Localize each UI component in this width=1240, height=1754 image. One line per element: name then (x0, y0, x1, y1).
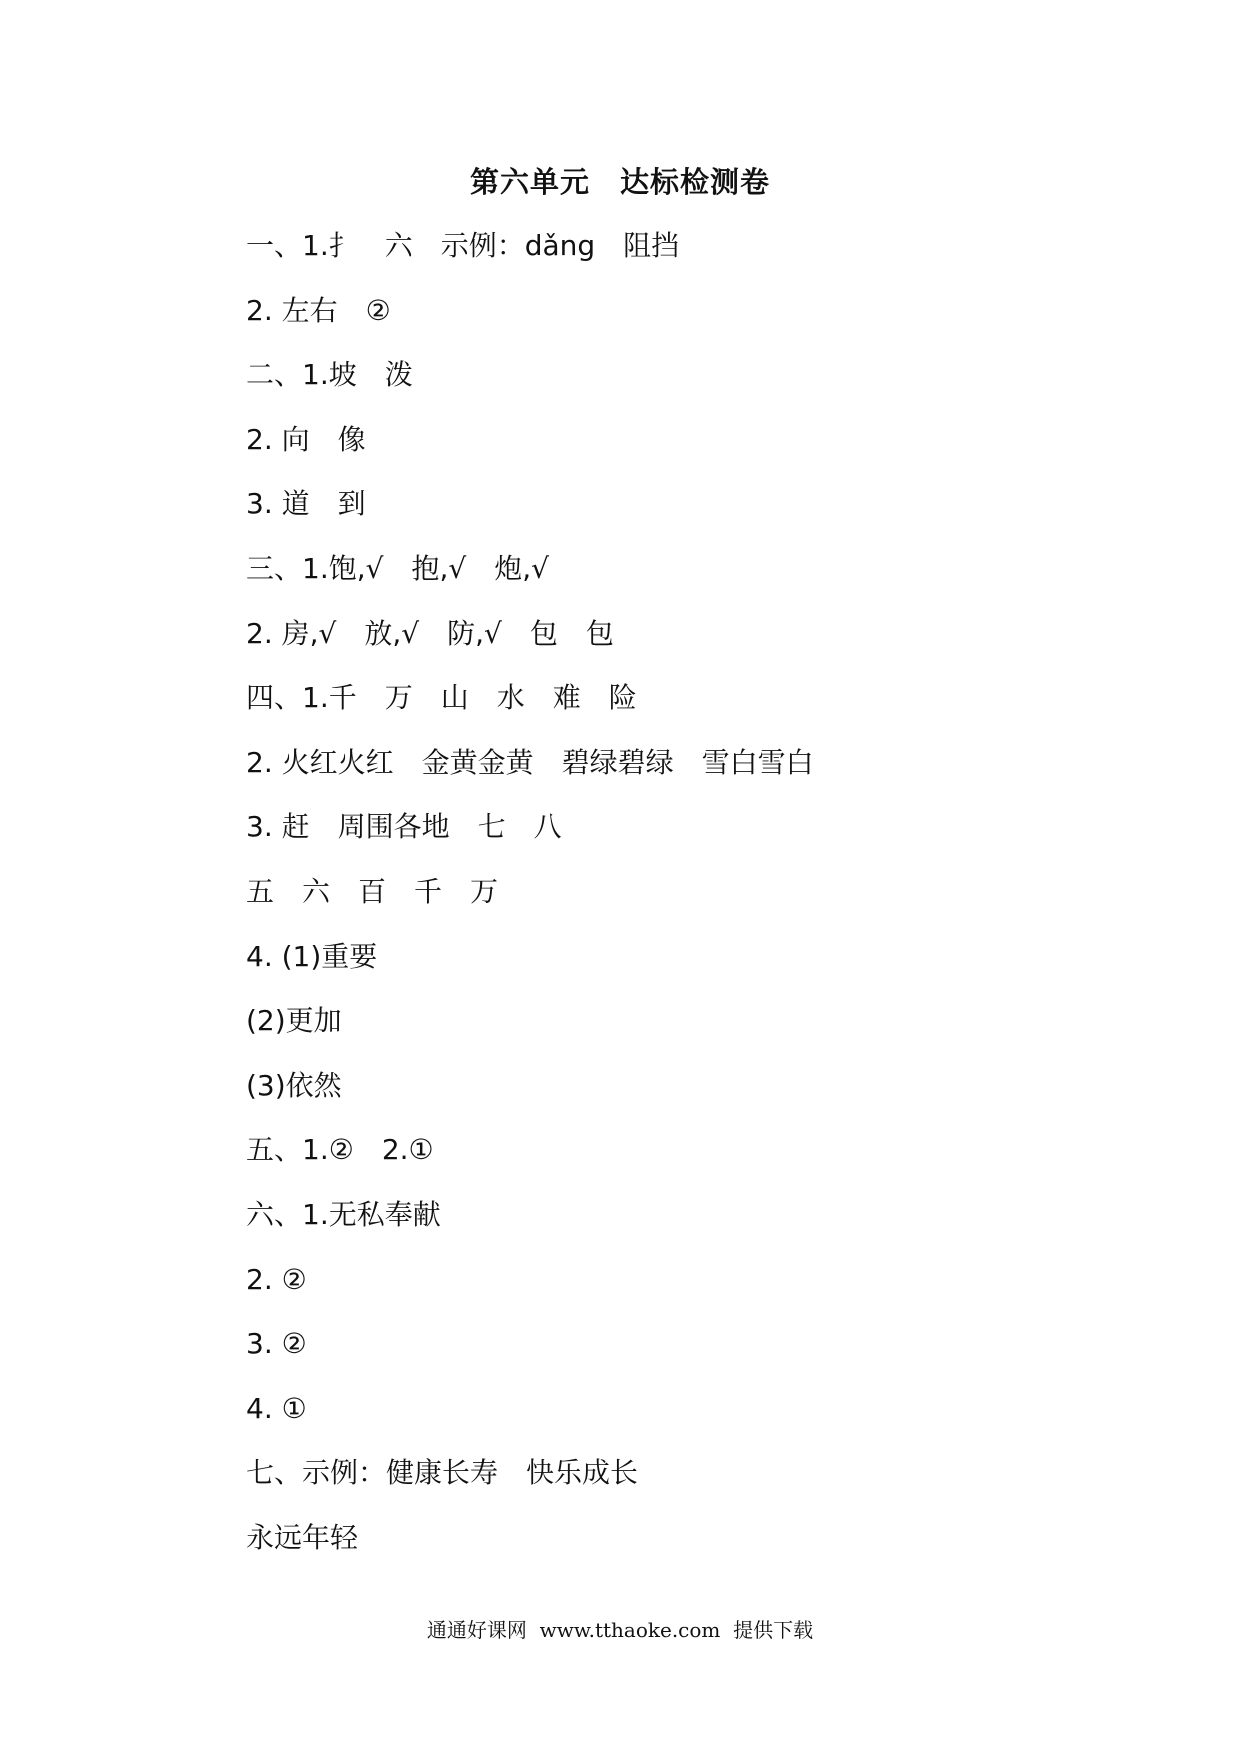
answer-line: 2. 向 像 (246, 422, 366, 456)
answer-list (246, 226, 1206, 1582)
answer-line: 2. ② (246, 1262, 307, 1296)
answer-line: 五、1.② 2.① (246, 1133, 434, 1167)
answer-line: 4. ① (246, 1391, 307, 1425)
footer-note: 通通好课网 www.tthaoke.com 提供下载 (426, 1618, 814, 1642)
answer-line: 三、1.饱,√ 抱,√ 炮,√ (246, 551, 549, 585)
answer-line: 2. 火红火红 金黄金黄 碧绿碧绿 雪白雪白 (246, 745, 814, 779)
answer-line: 四、1.千 万 山 水 难 险 (246, 681, 637, 715)
answer-line: 2. 左右 ② (246, 293, 391, 327)
answer-line: 七、示例：健康长寿 快乐成长 (246, 1456, 639, 1490)
answer-line: 2. 房,√ 放,√ 防,√ 包 包 (246, 616, 614, 650)
answer-line: 3. 赶 周围各地 七 八 (246, 810, 562, 844)
answer-line: 永远年轻 (246, 1520, 359, 1554)
answer-line: (3)依然 (246, 1068, 342, 1102)
answer-line: 3. 道 到 (246, 487, 366, 521)
answer-line: 六、1.无私奉献 (246, 1197, 441, 1231)
answer-line: 一、1.扌 六 示例：dǎng 阻挡 (246, 229, 680, 262)
answer-line: 3. ② (246, 1327, 307, 1361)
answer-line: 4. (1)重要 (246, 939, 378, 973)
answer-line: 五 六 百 千 万 (246, 874, 499, 908)
answer-line: 二、1.坡 泼 (246, 358, 413, 392)
answer-line: (2)更加 (246, 1004, 342, 1038)
page-title: 第六单元 达标检测卷 (469, 165, 770, 199)
